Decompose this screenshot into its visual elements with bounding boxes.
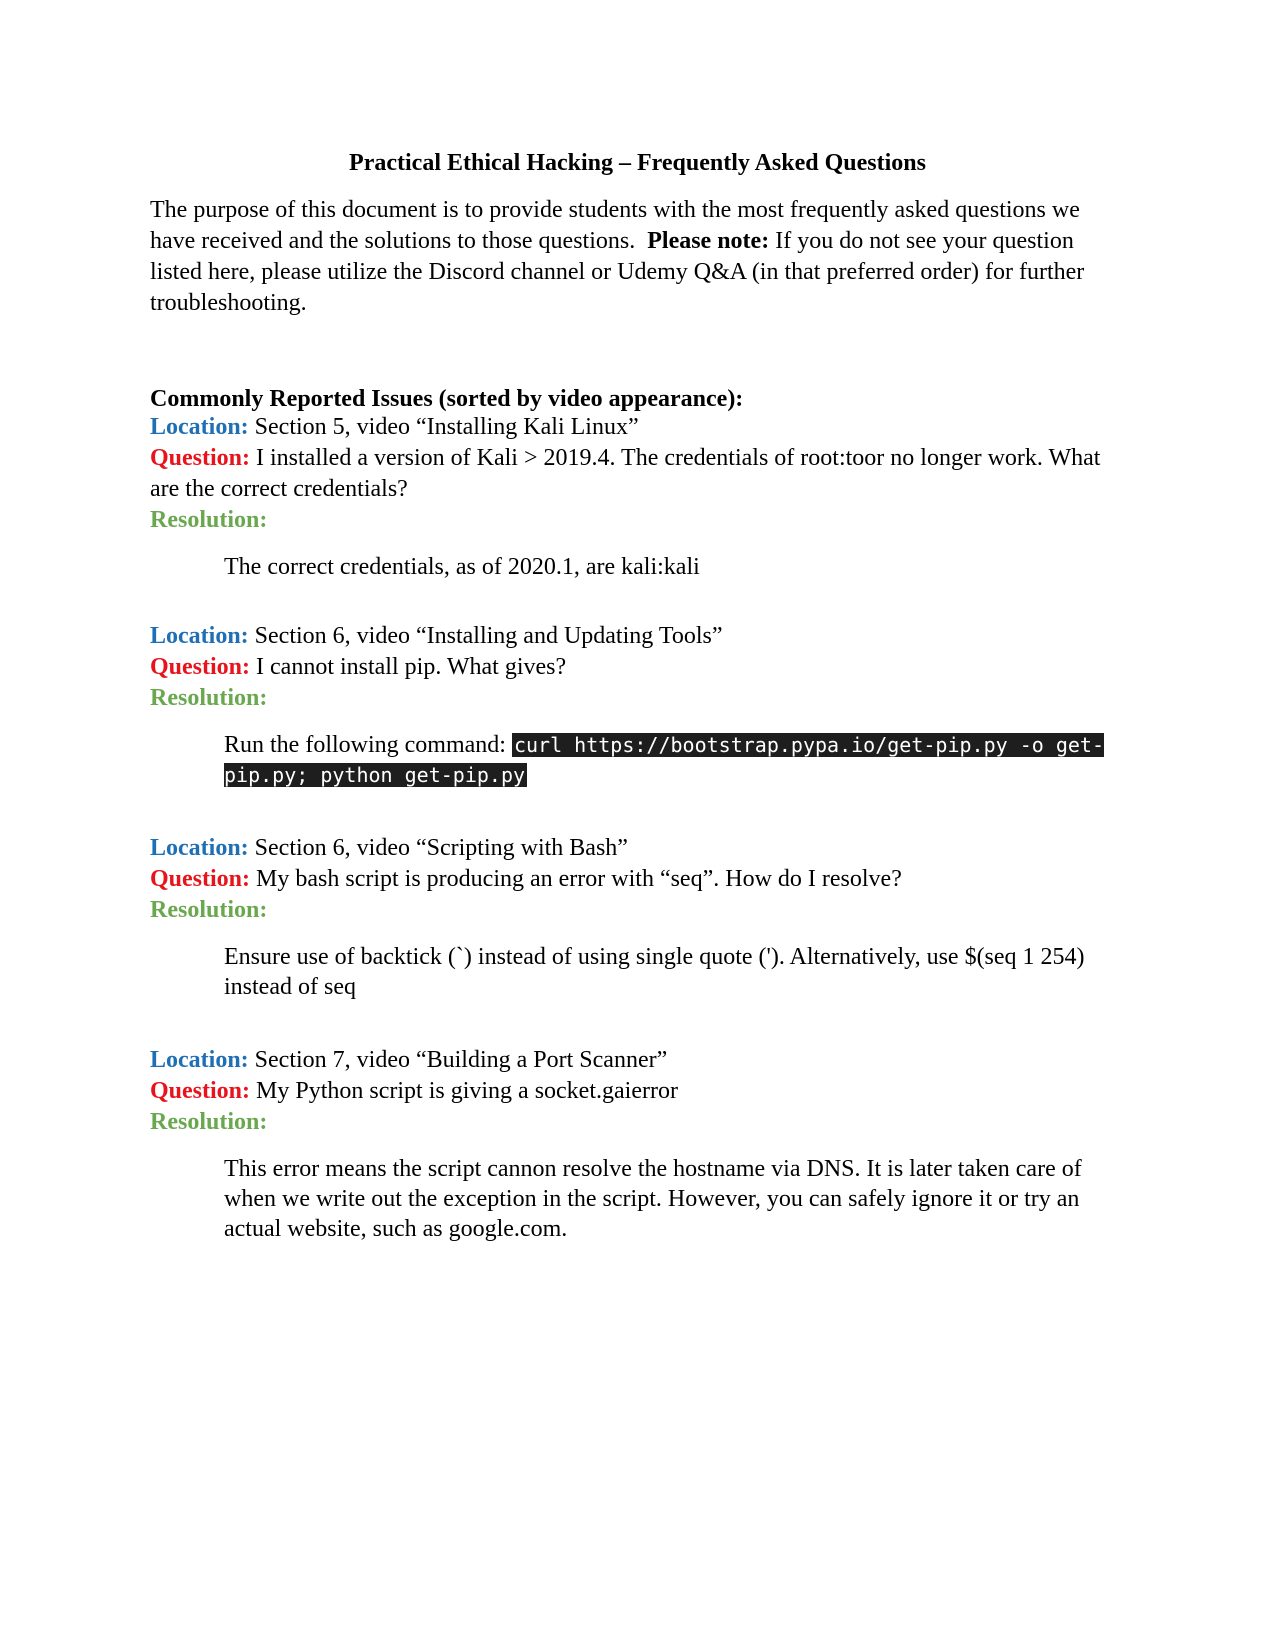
intro-paragraph	[150, 195, 1125, 319]
resolution-label: Resolution:	[150, 685, 268, 711]
resolution-answer	[224, 730, 1124, 790]
intro-text-before: The purpose of this document is to provide students with the most frequently asked questions we have received and the solutions to those questions.	[150, 197, 1080, 254]
faq-item	[150, 412, 1125, 582]
question-label: Question:	[150, 654, 251, 680]
location-label: Location:	[150, 623, 249, 649]
resolution-label: Resolution:	[150, 507, 268, 533]
faq-location	[150, 833, 1125, 864]
faq-resolution	[150, 895, 1125, 926]
location-text: Section 6, video “Installing and Updating Tools”	[254, 623, 723, 649]
question-label: Question:	[150, 1078, 251, 1104]
faq-question	[150, 1076, 1125, 1107]
faq-resolution	[150, 683, 1125, 714]
location-text: Section 5, video “Installing Kali Linux”	[254, 414, 639, 440]
resolution-answer	[224, 942, 1124, 1002]
faq-location	[150, 1045, 1125, 1076]
faq-question	[150, 652, 1125, 683]
section-heading: Commonly Reported Issues (sorted by video appearance):	[150, 386, 744, 412]
faq-item	[150, 1045, 1125, 1244]
faq-question	[150, 443, 1125, 505]
question-label: Question:	[150, 445, 251, 471]
faq-location	[150, 412, 1125, 443]
faq-resolution	[150, 1107, 1125, 1138]
resolution-answer	[224, 552, 1124, 582]
resolution-answer	[224, 1154, 1124, 1244]
resolution-text: This error means the script cannon resolve the hostname via DNS. It is later taken care of when we write out the exception in the script. However, you can safely ignore it or try an actual website, such as google.com.	[224, 1156, 1082, 1242]
resolution-text: Ensure use of backtick (`) instead of using single quote ('). Alternatively, use $(seq 1 254) instead of seq	[224, 944, 1085, 1000]
faq-item	[150, 621, 1125, 790]
location-text: Section 7, video “Building a Port Scanner”	[254, 1047, 668, 1073]
intro-note-label: Please note:	[647, 228, 770, 254]
location-label: Location:	[150, 414, 249, 440]
resolution-text: Run the following command:	[224, 732, 506, 758]
resolution-text: The correct credentials, as of 2020.1, are kali:kali	[224, 554, 700, 580]
location-text: Section 6, video “Scripting with Bash”	[254, 835, 628, 861]
resolution-label: Resolution:	[150, 897, 268, 923]
command-code-block[interactable]: curl https://bootstrap.pypa.io/get-pip.py -o get-pip.py; python get-pip.py	[224, 733, 1104, 787]
intro-text-after: If you do not see your question listed here, please utilize the Discord channel or Udemy Q&A (in that preferred order) for further troubleshooting.	[150, 228, 1085, 316]
faq-location	[150, 621, 1125, 652]
question-text: I cannot install pip. What gives?	[256, 654, 567, 680]
question-text: My bash script is producing an error with “seq”. How do I resolve?	[256, 866, 902, 892]
faq-item	[150, 833, 1125, 1002]
question-label: Question:	[150, 866, 251, 892]
location-label: Location:	[150, 1047, 249, 1073]
resolution-label: Resolution:	[150, 1109, 268, 1135]
question-text: My Python script is giving a socket.gaierror	[256, 1078, 678, 1104]
question-text: I installed a version of Kali > 2019.4. The credentials of root:toor no longer work. What are the correct credentials?	[150, 445, 1101, 502]
faq-resolution	[150, 505, 1125, 536]
faq-question	[150, 864, 1125, 895]
document-title: Practical Ethical Hacking – Frequently Asked Questions	[349, 150, 926, 176]
location-label: Location:	[150, 835, 249, 861]
